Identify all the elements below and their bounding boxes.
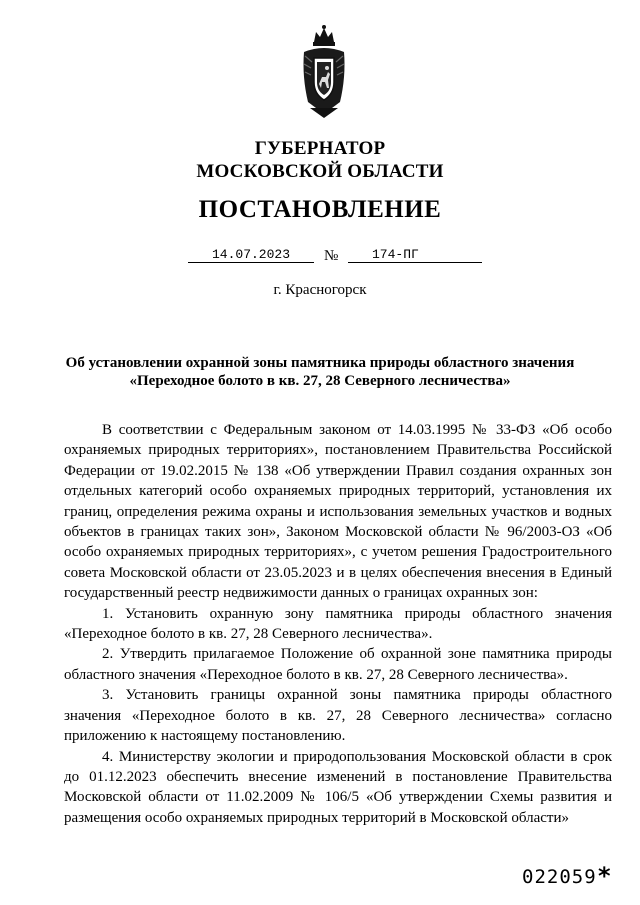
- document-body: [64, 420, 612, 828]
- subject-line-1: Об установлении охранной зоны памятника природы областного значения: [65, 355, 575, 371]
- body-paragraph: В соответствии с Федеральным законом от 14.03.1995 № 33-ФЗ «Об особо охраняемых природных территориях», постановлением Правительства Российской Федерации от 19.02.2015 № 138 «Об утверждении Правил создания охранных зон отдельных категорий особо охраняемых природных территорий, установления их границ, определения режима охраны и использования земельных участков и водных объектов в границах таких зон», Законом Московской области № 96/2003-ОЗ «Об особо охраняемых природных территориях», с учетом решения Градостроительного совета Московской области от 23.05.2023 и в целях обеспечения внесения в Единый государственный реестр недвижимости данных о границах охранных зон:: [64, 422, 612, 602]
- document-city: г. Красногорск: [273, 282, 367, 298]
- body-paragraph: 3. Установить границы охранной зоны памятника природы областного значения «Переходное болото в кв. 27, 28 Северного лесничества» согласно приложению к настоящему постановлению.: [64, 687, 612, 745]
- body-paragraph: 4. Министерству экологии и природопользования Московской области в срок до 01.12.2023 обеспечить внесение изменений в постановление Правительства Московской области от 11.02.2009 № 106/5 «Об утверждении Схемы развития и размещения особо охраняемых природных территорий в Московской области»: [64, 748, 612, 826]
- document-number: 174-ПГ: [372, 247, 419, 262]
- document-type-title: ПОСТАНОВЛЕНИЕ: [198, 196, 442, 223]
- serial-asterisk-mark: *: [598, 862, 611, 890]
- coat-of-arms-icon: [298, 22, 350, 122]
- document-date: 14.07.2023: [212, 247, 291, 262]
- governor-title-line2: МОСКОВСКОЙ ОБЛАСТИ: [196, 161, 444, 182]
- governor-title-line1: ГУБЕРНАТОР: [254, 138, 386, 159]
- subject-line-2: «Переходное болото в кв. 27, 28 Северного лесничества»: [129, 373, 511, 389]
- document-subject: [40, 354, 600, 390]
- serial-number: 022059: [522, 866, 597, 888]
- body-paragraph: 2. Утвердить прилагаемое Положение об охранной зоне памятника природы областного значения «Переходное болото в кв. 27, 28 Северного лесничества».: [64, 646, 612, 683]
- number-sign: №: [324, 248, 339, 264]
- number-underline: [348, 262, 482, 263]
- body-paragraph: 1. Установить охранную зону памятника природы областного значения «Переходное болото в кв. 27, 28 Северного лесничества».: [64, 605, 612, 643]
- date-underline: [188, 262, 314, 263]
